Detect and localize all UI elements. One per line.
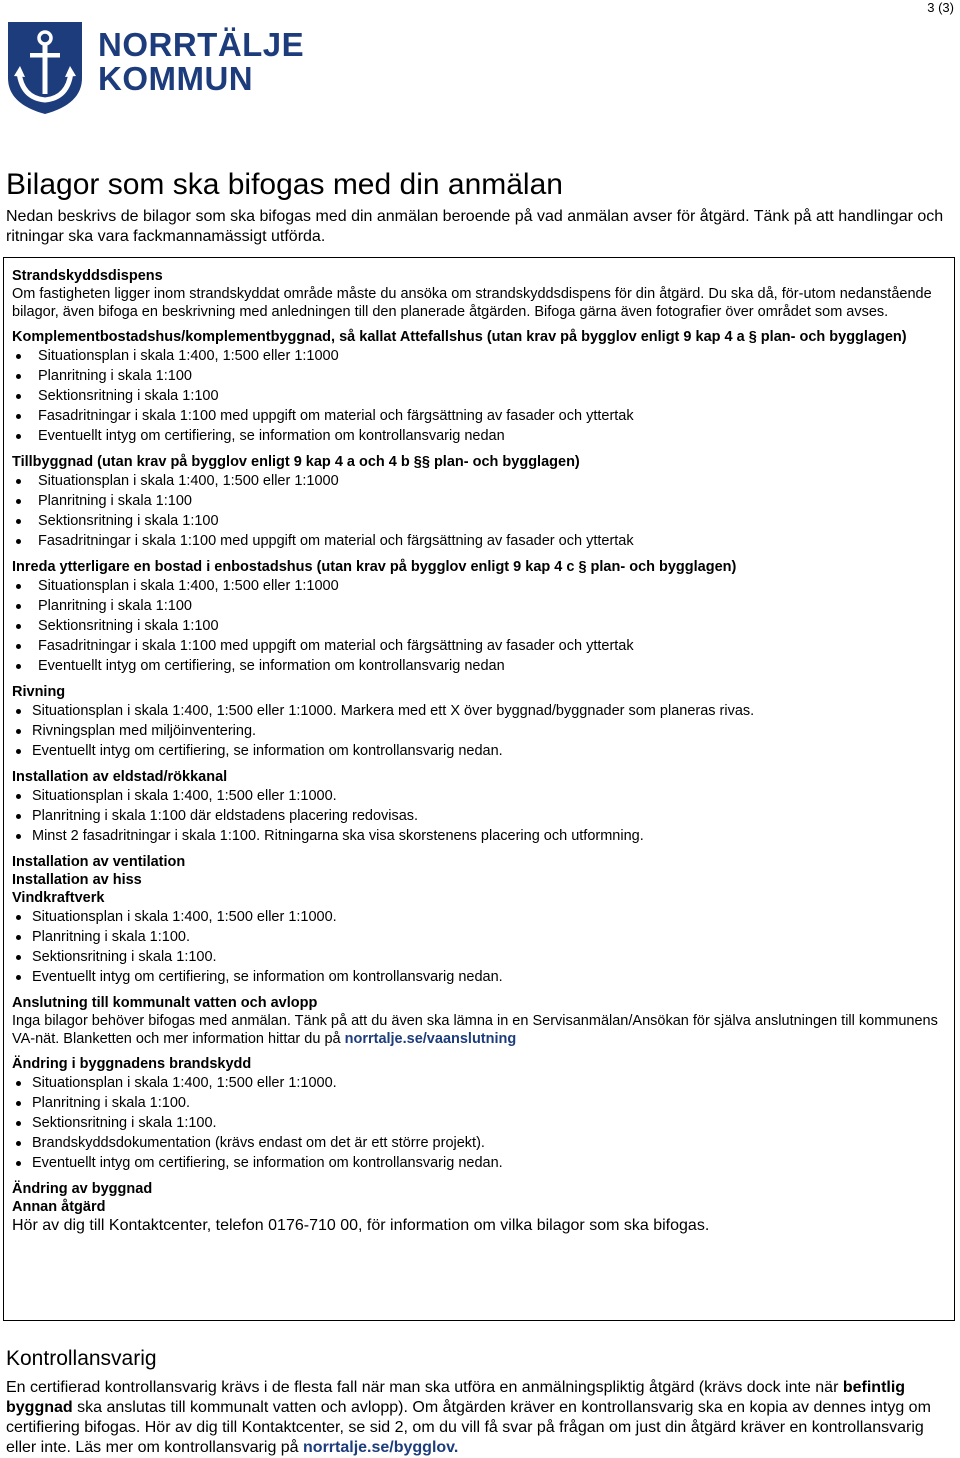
bullet-icon	[16, 1161, 21, 1166]
section-title: Anslutning till kommunalt vatten och avlopp	[12, 995, 318, 1011]
section-komplement	[12, 328, 946, 446]
page-number: 3 (3)	[927, 0, 954, 15]
bullet-icon	[16, 1101, 21, 1106]
list-item: Sektionsritning i skala 1:100.	[12, 1113, 946, 1133]
bullet-icon	[16, 644, 21, 649]
bullet-icon	[16, 604, 21, 609]
list-item: Planritning i skala 1:100	[12, 596, 946, 616]
section-title: Installation av ventilation	[12, 854, 186, 870]
section-title: Komplementbostadshus/komplementbyggnad, så kallat Attefallshus (utan krav på bygglov enligt 9 kap 4 a § plan- och bygglagen)	[12, 329, 907, 345]
bullet-icon	[16, 1141, 21, 1146]
bullet-icon	[16, 519, 21, 524]
bullet-icon	[16, 414, 21, 419]
bullet-icon	[16, 584, 21, 589]
norrtalje-kommun-logo	[6, 20, 305, 116]
list-item: Situationsplan i skala 1:400, 1:500 eller 1:1000.	[12, 786, 946, 806]
section-eldstad	[12, 768, 946, 846]
logo-wordmark: NORRTÄLJE KOMMUN	[98, 26, 305, 97]
kontrollansvarig-heading: Kontrollansvarig	[6, 1347, 157, 1370]
kontrollansvarig-text: En certifierad kontrollansvarig krävs i de flesta fall när man ska utföra en anmälningspliktig åtgärd (krävs dock inte när befintlig byggnad ska anslutas till kommunalt vatten och avlopp). Om åtgärden kräver en kontrollansvarig ska en kopia av dennes intyg om certifiering bifogas. Hör av dig till Kontaktcenter, se sid 2, om du vill få svar på frågan om just din åtgärd kräver en kontrollansvarig eller inte. Läs mer om kontrollansvarig på norrtalje.se/bygglov.	[6, 1379, 931, 1456]
bullet-icon	[16, 479, 21, 484]
bullet-icon	[16, 955, 21, 960]
list-item: Planritning i skala 1:100	[12, 491, 946, 511]
list-item: Eventuellt intyg om certifiering, se information om kontrollansvarig nedan	[12, 426, 946, 446]
bullet-icon	[16, 935, 21, 940]
list-item: Situationsplan i skala 1:400, 1:500 eller 1:1000	[12, 471, 946, 491]
list-item: Situationsplan i skala 1:400, 1:500 eller 1:1000.	[12, 907, 946, 927]
attachment-list	[12, 576, 946, 676]
section-title: Rivning	[12, 684, 66, 700]
attachments-box	[3, 257, 955, 1321]
list-item: Sektionsritning i skala 1:100	[12, 386, 946, 406]
list-item: Situationsplan i skala 1:400, 1:500 eller 1:1000	[12, 346, 946, 366]
bullet-icon	[16, 434, 21, 439]
list-item: Eventuellt intyg om certifiering, se information om kontrollansvarig nedan	[12, 656, 946, 676]
list-item: Situationsplan i skala 1:400, 1:500 eller 1:1000.	[12, 1073, 946, 1093]
section-rivning	[12, 683, 946, 761]
list-item: Brandskyddsdokumentation (krävs endast om det är ett större projekt).	[12, 1133, 946, 1153]
list-item: Fasadritningar i skala 1:100 med uppgift om material och färgsättning av fasader och yttertak	[12, 531, 946, 551]
section-text: Hör av dig till Kontaktcenter, telefon 0176-710 00, för information om vilka bilagor som ska bifogas.	[12, 1217, 710, 1234]
bullet-icon	[16, 834, 21, 839]
list-item: Minst 2 fasadritningar i skala 1:100. Ritningarna ska visa skorstenens placering och utformning.	[12, 826, 946, 846]
attachment-list	[12, 907, 946, 987]
list-item: Situationsplan i skala 1:400, 1:500 eller 1:1000	[12, 576, 946, 596]
bullet-icon	[16, 624, 21, 629]
section-annan	[12, 1180, 946, 1236]
section-strandskydd	[12, 267, 946, 321]
bullet-icon	[16, 729, 21, 734]
bullet-icon	[16, 354, 21, 359]
attachment-list	[12, 786, 946, 846]
section-title: Inreda ytterligare en bostad i enbostadshus (utan krav på bygglov enligt 9 kap 4 c § plan- och bygglagen)	[12, 559, 737, 575]
vaanslutning-link[interactable]: norrtalje.se/vaanslutning	[344, 1031, 517, 1047]
section-tillbyggnad	[12, 453, 946, 551]
bygglov-link[interactable]: norrtalje.se/bygglov.	[303, 1439, 459, 1456]
list-item: Sektionsritning i skala 1:100	[12, 616, 946, 636]
list-item: Eventuellt intyg om certifiering, se information om kontrollansvarig nedan.	[12, 741, 946, 761]
list-item: Planritning i skala 1:100.	[12, 927, 946, 947]
list-item: Eventuellt intyg om certifiering, se information om kontrollansvarig nedan.	[12, 967, 946, 987]
section-title: Tillbyggnad (utan krav på bygglov enligt 9 kap 4 a och 4 b §§ plan- och bygglagen)	[12, 454, 580, 470]
section-title: Installation av hiss	[12, 872, 142, 888]
bullet-icon	[16, 709, 21, 714]
intro-text: Nedan beskrivs de bilagor som ska bifogas med din anmälan beroende på vad anmälan avser för åtgärd. Tänk på att handlingar och ritningar ska vara fackmannamässigt utförda.	[6, 208, 944, 245]
bullet-icon	[16, 814, 21, 819]
section-title: Ändring av byggnad	[12, 1181, 153, 1197]
list-item: Sektionsritning i skala 1:100.	[12, 947, 946, 967]
bullet-icon	[16, 749, 21, 754]
section-vatten	[12, 994, 946, 1048]
list-item: Planritning i skala 1:100.	[12, 1093, 946, 1113]
attachment-list	[12, 1073, 946, 1173]
section-title: Ändring i byggnadens brandskydd	[12, 1056, 252, 1072]
section-text: Om fastigheten ligger inom strandskyddat område måste du ansöka om strandskyddsdispens för din åtgärd. Du ska då, för-utom nedanstående bilagor, även bifoga en beskrivning med anledningen till den planerade åtgärden. Bifoga gärna även fotografier över området som avses.	[12, 286, 932, 320]
anchor-shield-icon	[6, 20, 84, 116]
bullet-icon	[16, 664, 21, 669]
bullet-icon	[16, 394, 21, 399]
page-title: Bilagor som ska bifogas med din anmälan	[6, 168, 563, 201]
section-inreda	[12, 558, 946, 676]
attachment-list	[12, 471, 946, 551]
section-title: Strandskyddsdispens	[12, 268, 163, 284]
bullet-icon	[16, 915, 21, 920]
list-item: Eventuellt intyg om certifiering, se information om kontrollansvarig nedan.	[12, 1153, 946, 1173]
list-item: Planritning i skala 1:100	[12, 366, 946, 386]
section-title: Annan åtgärd	[12, 1199, 106, 1215]
attachment-list	[12, 701, 946, 761]
bullet-icon	[16, 1121, 21, 1126]
list-item: Situationsplan i skala 1:400, 1:500 eller 1:1000. Markera med ett X över byggnad/byggnader som planeras rivas.	[12, 701, 946, 721]
attachment-list	[12, 346, 946, 446]
list-item: Planritning i skala 1:100 där eldstadens placering redovisas.	[12, 806, 946, 826]
bullet-icon	[16, 794, 21, 799]
section-text: Inga bilagor behöver bifogas med anmälan. Tänk på att du även ska lämna in en Servisanmälan/Ansökan för själva anslutningen till kommunens VA-nät. Blanketten och mer information hittar du på norrtalje.se/vaanslutning	[12, 1013, 938, 1047]
section-title: Installation av eldstad/rökkanal	[12, 769, 228, 785]
list-item: Fasadritningar i skala 1:100 med uppgift om material och färgsättning av fasader och yttertak	[12, 636, 946, 656]
bullet-icon	[16, 539, 21, 544]
section-brandskydd	[12, 1055, 946, 1173]
list-item: Sektionsritning i skala 1:100	[12, 511, 946, 531]
list-item: Rivningsplan med miljöinventering.	[12, 721, 946, 741]
list-item: Fasadritningar i skala 1:100 med uppgift om material och färgsättning av fasader och yttertak	[12, 406, 946, 426]
bullet-icon	[16, 499, 21, 504]
bullet-icon	[16, 1081, 21, 1086]
bullet-icon	[16, 374, 21, 379]
section-ventilation	[12, 853, 946, 987]
bullet-icon	[16, 975, 21, 980]
section-title: Vindkraftverk	[12, 890, 105, 906]
